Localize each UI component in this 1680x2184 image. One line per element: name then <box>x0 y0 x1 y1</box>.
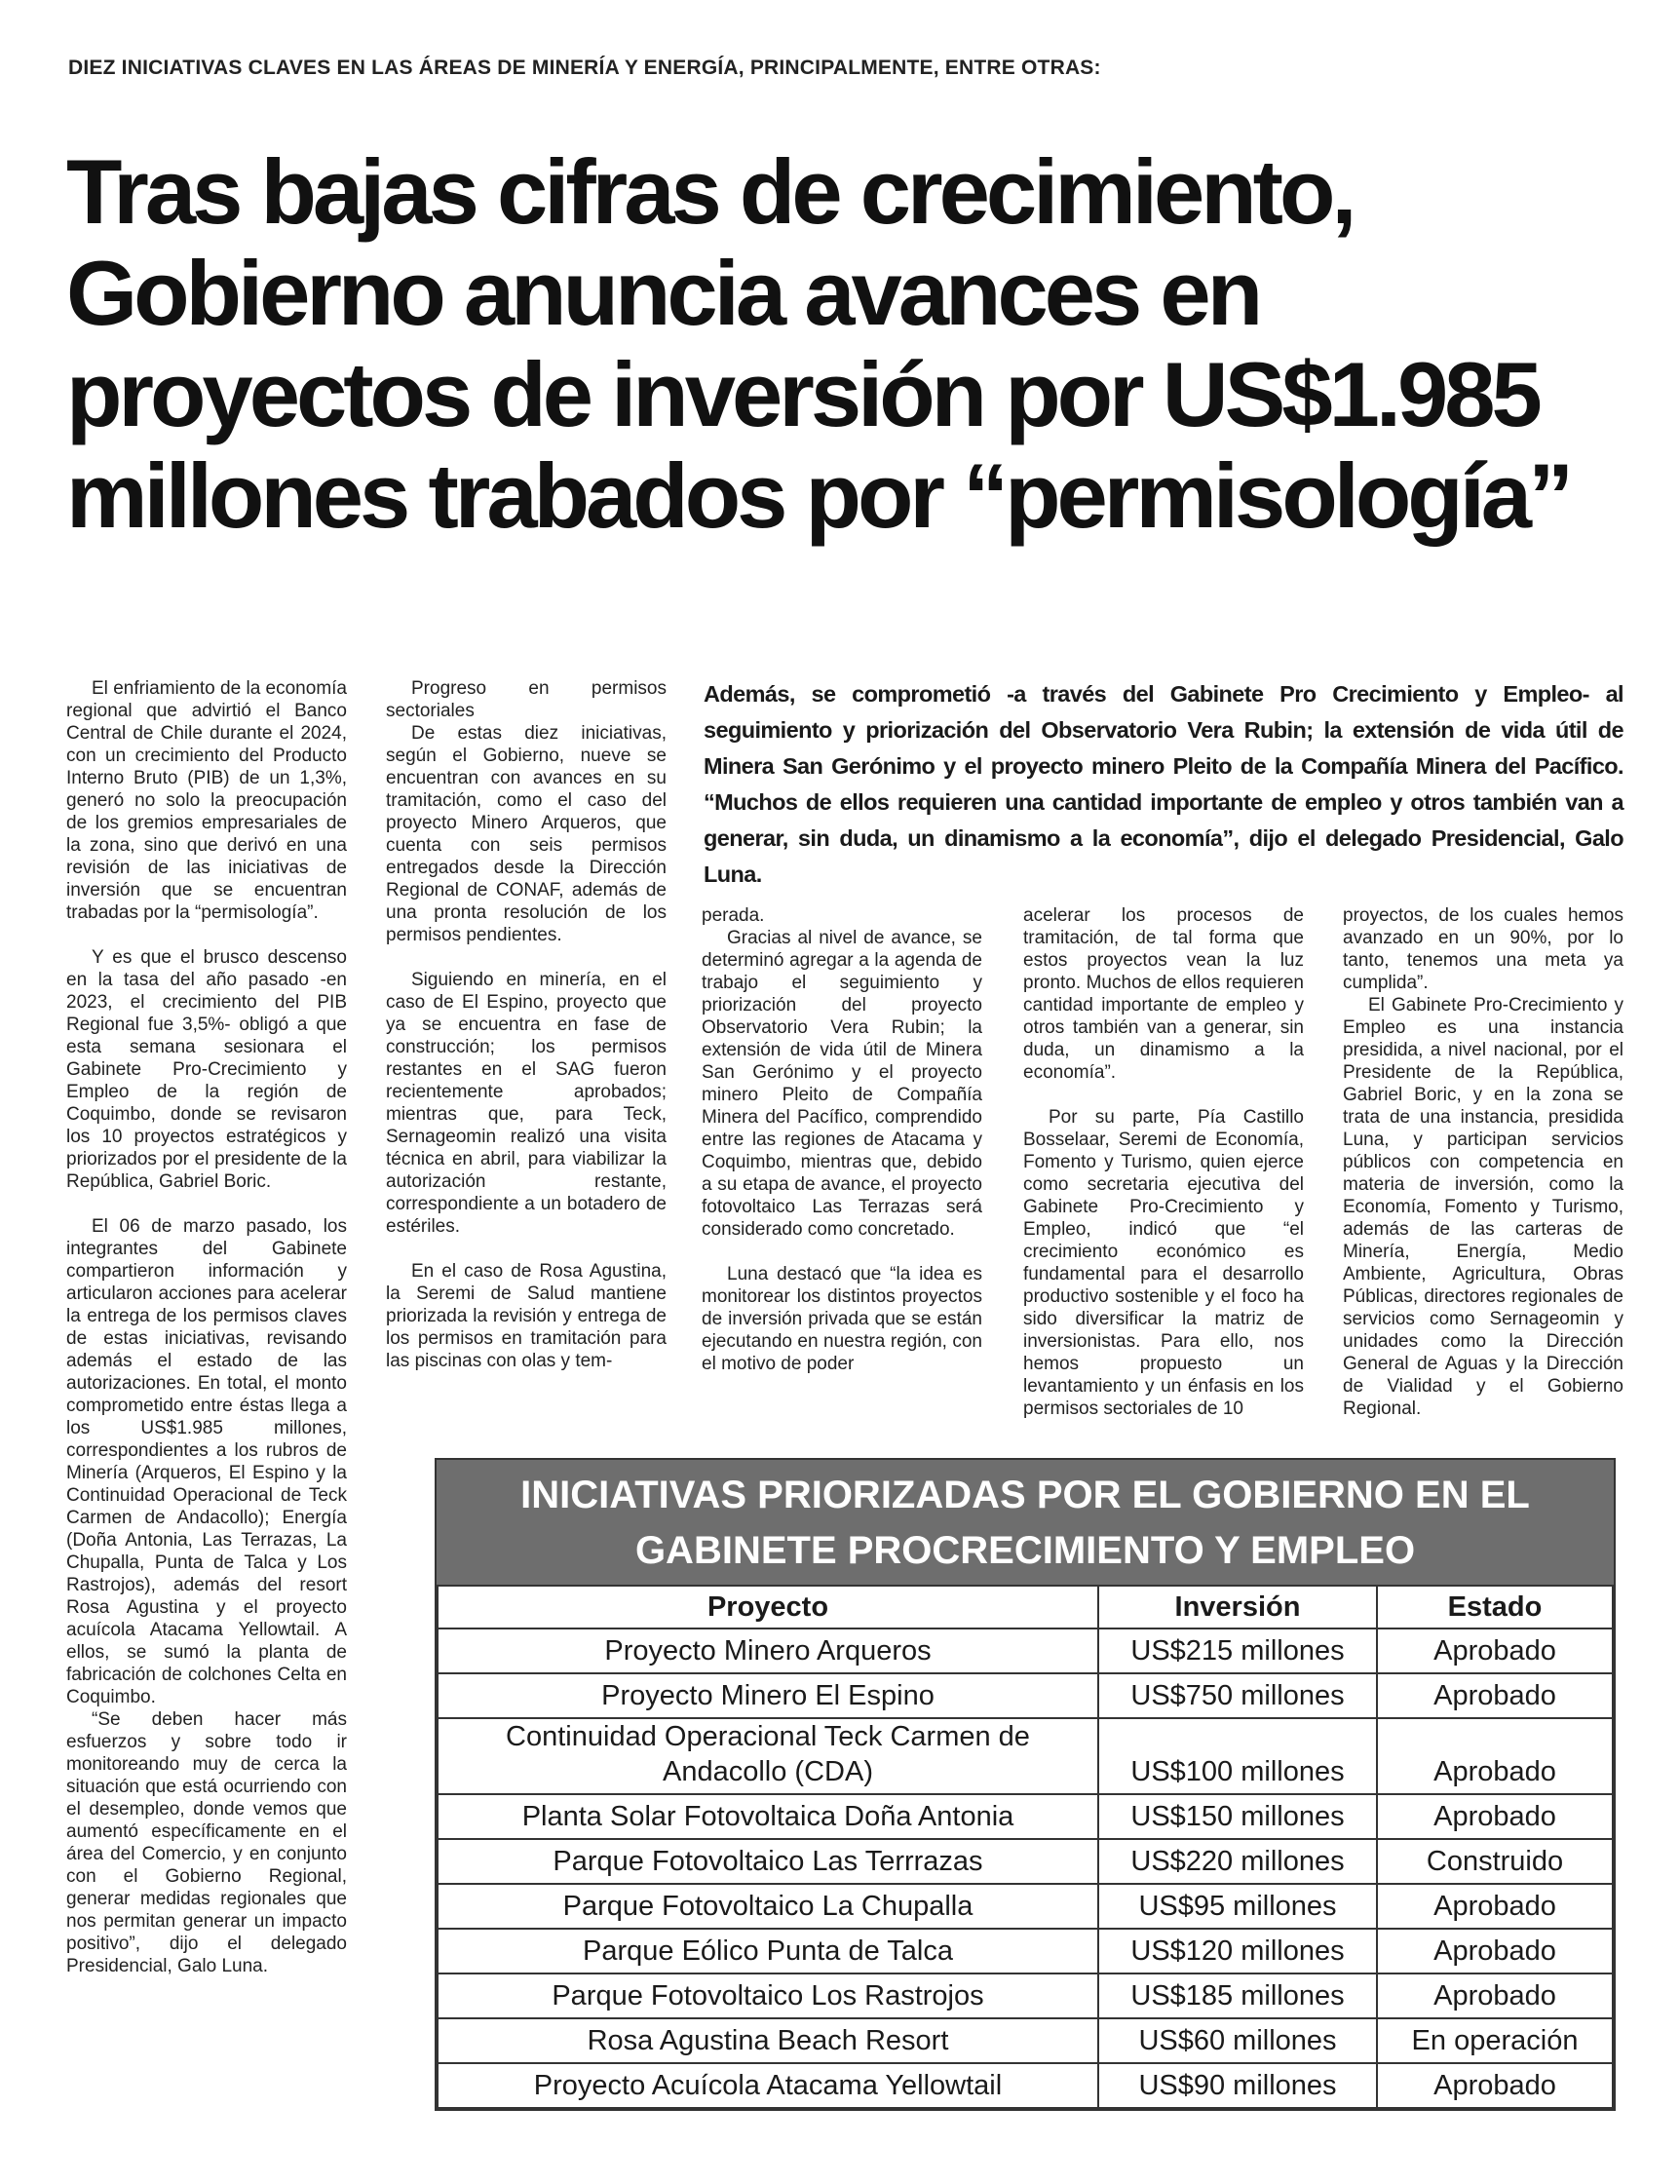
table-title <box>437 1460 1614 1585</box>
cell-estado: Aprobado <box>1377 2063 1613 2108</box>
paragraph: En el caso de Rosa Agustina, la Seremi de Salud mantiene priorizada la revisión y entrega de los permisos en tramitación para las piscinas con olas y tem- <box>386 1261 667 1371</box>
paragraph: De estas diez iniciativas, según el Gobierno, nueve se encuentran con avances en su tramitación, como el caso del proyecto Minero Arqueros, que cuenta con seis permisos entregados desde la Dirección Regional de CONAF, además de una pronta resolución de los permisos pendientes. <box>386 723 667 945</box>
cell-inversion: US$220 millones <box>1098 1839 1377 1884</box>
kicker: DIEZ INICIATIVAS CLAVES EN LAS ÁREAS DE MINERÍA Y ENERGÍA, PRINCIPALMENTE, ENTRE OTRAS: <box>68 57 1101 79</box>
cell-proyecto: Parque Fotovoltaico La Chupalla <box>438 1884 1098 1929</box>
cell-estado: Aprobado <box>1377 1884 1613 1929</box>
body-column-5 <box>1343 904 1623 1442</box>
table-row <box>438 1628 1613 1673</box>
column-header-estado: Estado <box>1377 1586 1613 1628</box>
cell-inversion: US$95 millones <box>1098 1884 1377 1929</box>
cell-estado: Aprobado <box>1377 1628 1613 1673</box>
paragraph: perada. <box>702 905 765 926</box>
lead-paragraph: Además, se comprometió -a través del Gabinete Pro Crecimiento y Empleo- al seguimiento y priorización del Observatorio Vera Rubin; la extensión de vida útil de Minera San Gerónimo y el proyecto minero Pleito de la Compañía Minera del Pacífico. “Muchos de ellos requieren una cantidad importante de empleo y otros también van a generar, sin duda, un dinamismo a la economía”, dijo el delegado Presidencial, Galo Luna. <box>704 681 1623 887</box>
table-row <box>438 1673 1613 1718</box>
table-row <box>438 1884 1613 1929</box>
paragraph: proyectos, de los cuales hemos avanzado en un 90%, por lo tanto, tenemos una meta ya cumplida”. <box>1343 905 1623 993</box>
cell-proyecto-line: Continuidad Operacional Teck Carmen de <box>506 1721 1030 1752</box>
subheading: Progreso en permisos sectoriales <box>386 678 667 721</box>
cell-inversion: US$150 millones <box>1098 1794 1377 1839</box>
headline-line: millones trabados por “permisología” <box>66 444 1571 547</box>
cell-proyecto: Proyecto Acuícola Atacama Yellowtail <box>438 2063 1098 2108</box>
cell-estado: En operación <box>1377 2018 1613 2063</box>
cell-inversion: US$750 millones <box>1098 1673 1377 1718</box>
table-row <box>438 2018 1613 2063</box>
initiatives-table <box>437 1585 1614 2109</box>
cell-proyecto <box>438 1718 1098 1794</box>
cell-estado: Construido <box>1377 1839 1613 1884</box>
cell-inversion: US$120 millones <box>1098 1929 1377 1973</box>
table-row <box>438 1929 1613 1973</box>
column-header-inversion: Inversión <box>1098 1586 1377 1628</box>
cell-inversion: US$90 millones <box>1098 2063 1377 2108</box>
column-header-proyecto: Proyecto <box>438 1586 1098 1628</box>
cell-estado: Aprobado <box>1377 1929 1613 1973</box>
headline-line: proyectos de inversión por US$1.985 <box>66 343 1539 445</box>
table-row <box>438 2063 1613 2108</box>
table-row <box>438 1794 1613 1839</box>
paragraph: Y es que el brusco descenso en la tasa del año pasado -en 2023, el crecimiento del PIB Regional fue 3,5%- obligó a que esta semana sesionara el Gabinete Pro-Crecimiento y Empleo de la región de Coquimbo, donde se revisaron los 10 proyectos estratégicos y priorizados por el presidente de la República, Gabriel Boric. <box>66 947 347 1192</box>
cell-proyecto: Rosa Agustina Beach Resort <box>438 2018 1098 2063</box>
cell-proyecto: Parque Fotovoltaico Las Terrrazas <box>438 1839 1098 1884</box>
cell-proyecto: Proyecto Minero El Espino <box>438 1673 1098 1718</box>
paragraph: Luna destacó que “la idea es monitorear los distintos proyectos de inversión privada que se están ejecutando en nuestra región, con el motivo de poder <box>702 1264 982 1374</box>
paragraph: Gracias al nivel de avance, se determinó agregar a la agenda de trabajo el seguimiento y priorización del proyecto Observatorio Vera Rubin; la extensión de vida útil de Minera San Gerónimo y el proyecto minero Pleito de Compañía Minera del Pacífico, comprendido entre las regiones de Atacama y Coquimbo, mientras que, debido a su etapa de avance, el proyecto fotovoltaico Las Terrazas será considerado como concretado. <box>702 928 982 1240</box>
cell-inversion: US$215 millones <box>1098 1628 1377 1673</box>
paragraph: acelerar los procesos de tramitación, de tal forma que estos proyectos vean la luz pronto. Muchos de ellos requieren cantidad importante de empleo y otros también van a generar, sin duda, un dinamismo a la economía”. <box>1023 905 1304 1083</box>
cell-inversion: US$185 millones <box>1098 1973 1377 2018</box>
cell-estado: Aprobado <box>1377 1794 1613 1839</box>
paragraph: “Se deben hacer más esfuerzos y sobre todo ir monitoreando muy de cerca la situación que está ocurriendo con el desempleo, donde vemos que aumentó específicamente en el área del Comercio, y en conjunto con el Gobierno Regional, generar medidas regionales que nos permitan generar un impacto positivo”, dijo el delegado Presidencial, Galo Luna. <box>66 1709 347 1976</box>
table-row <box>438 1839 1613 1884</box>
body-column-2 <box>386 677 667 1395</box>
initiatives-table-box <box>435 1458 1616 2111</box>
cell-inversion: US$60 millones <box>1098 2018 1377 2063</box>
paragraph: El enfriamiento de la economía regional que advirtió el Banco Central de Chile durante el 2024, con un crecimiento del Producto Interno Bruto (PIB) de un 1,3%, generó no solo la preocupación de los gremios empresariales de la zona, sino que derivó en una revisión de las iniciativas de inversión que se encuentran trabadas por la “permisología”. <box>66 678 347 923</box>
paragraph: Siguiendo en minería, en el caso de El Espino, proyecto que ya se encuentra en fase de construcción; los permisos restantes en el SAG fueron recientemente aprobados; mientras que, para Teck, Sernageomin realizó una visita técnica en abril, para viabilizar la autorización restante, correspondiente a un botadero de estériles. <box>386 970 667 1237</box>
cell-proyecto: Proyecto Minero Arqueros <box>438 1628 1098 1673</box>
headline-line: Tras bajas cifras de crecimiento, <box>66 140 1354 243</box>
cell-proyecto: Parque Eólico Punta de Talca <box>438 1929 1098 1973</box>
table-header-row <box>438 1586 1613 1628</box>
headline-line: Gobierno anuncia avances en <box>66 242 1260 344</box>
cell-proyecto: Parque Fotovoltaico Los Rastrojos <box>438 1973 1098 2018</box>
cell-proyecto-line: Andacollo (CDA) <box>663 1756 873 1787</box>
table-title-line: INICIATIVAS PRIORIZADAS POR EL GOBIERNO EN EL <box>520 1474 1530 1516</box>
paragraph: El 06 de marzo pasado, los integrantes del Gabinete compartieron información y articularon acciones para acelerar la entrega de los permisos claves de estas iniciativas, revisando además el estado de las autorizaciones. En total, el monto comprometido entre éstas llega a los US$1.985 millones, correspondientes a los rubros de Minería (Arqueros, El Espino y la Continuidad Operacional de Teck Carmen de Andacollo); Energía (Doña Antonia, Las Terrazas, La Chupalla, Punta de Talca y Los Rastrojos), además del resort Rosa Agustina y el proyecto acuícola Atacama Yellowtail. A ellos, se sumó la planta de fabricación de colchones Celta en Coquimbo. <box>66 1216 347 1707</box>
table-row <box>438 1973 1613 2018</box>
cell-proyecto: Planta Solar Fotovoltaica Doña Antonia <box>438 1794 1098 1839</box>
body-column-4 <box>1023 904 1304 1442</box>
table-title-line: GABINETE PROCRECIMIENTO Y EMPLEO <box>634 1529 1416 1572</box>
table-row <box>438 1718 1613 1794</box>
cell-estado: Aprobado <box>1377 1718 1613 1794</box>
paragraph: El Gabinete Pro-Crecimiento y Empleo es una instancia presidida, a nivel nacional, por el Presidente de la República, Gabriel Boric, y en la zona se trata de una instancia, presidida Luna, y participan servicios públicos con competencia en materia de inversión, como la Economía, Fomento y Turismo, además de las carteras de Minería, Energía, Medio Ambiente, Agricultura, Obras Públicas, directores regionales de servicios como Sernageomin y unidades como la Dirección General de Aguas y la Dirección de Vialidad y el Gobierno Regional. <box>1343 995 1623 1419</box>
body-column-1 <box>66 677 347 2000</box>
cell-inversion: US$100 millones <box>1098 1718 1377 1794</box>
paragraph: Por su parte, Pía Castillo Bosselaar, Seremi de Economía, Fomento y Turismo, quien ejerce como secretaria ejecutiva del Gabinete Pro-Crecimiento y Empleo, indicó que “el crecimiento económico es fundamental para el desarrollo productivo sostenible y el foco ha sido diversificar la matriz de inversionistas. Para ello, nos hemos propuesto un levantamiento y un énfasis en los permisos sectoriales de 10 <box>1023 1107 1304 1419</box>
cell-estado: Aprobado <box>1377 1673 1613 1718</box>
cell-estado: Aprobado <box>1377 1973 1613 2018</box>
headline <box>66 141 1645 547</box>
body-column-3 <box>702 904 982 1398</box>
